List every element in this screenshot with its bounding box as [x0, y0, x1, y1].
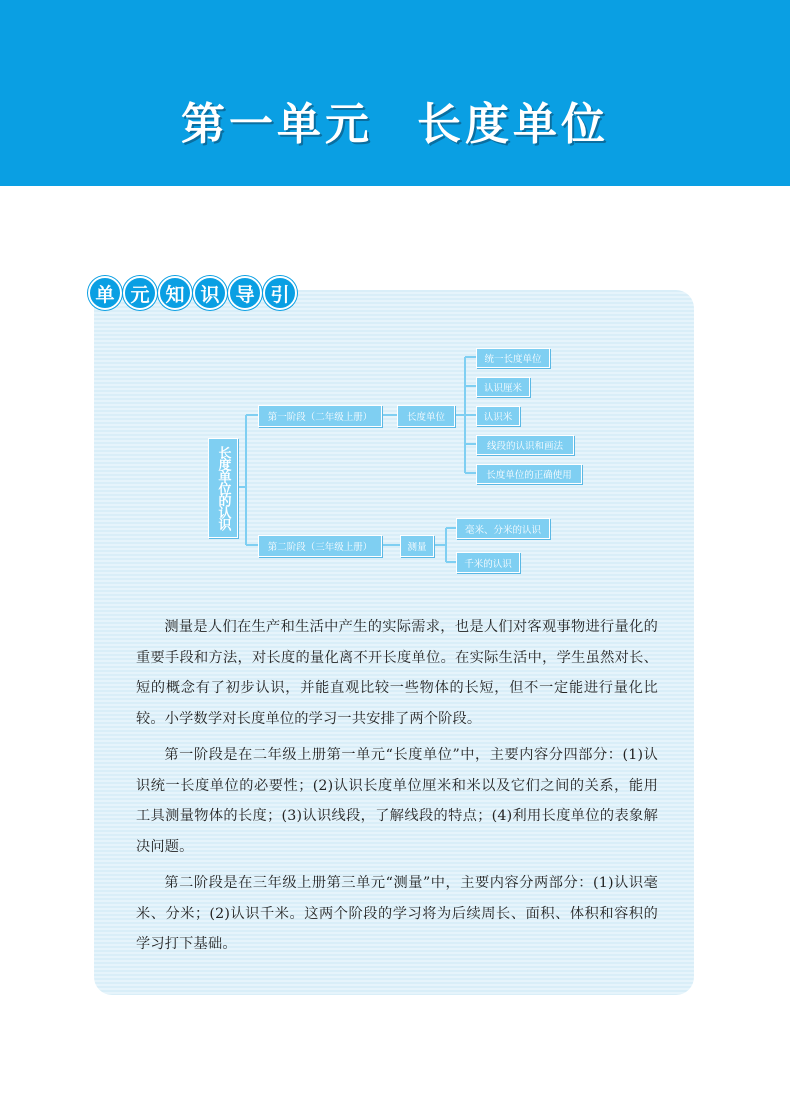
- title-unit: 第一单元: [181, 99, 373, 150]
- section-tag: [88, 276, 297, 310]
- stage1-item-node: 长度单位的正确使用: [476, 464, 582, 484]
- stage2-node: 第二阶段（三年级上册）: [258, 535, 382, 557]
- section-tag-char: 识: [193, 276, 227, 310]
- paragraph: 第一阶段是在二年级上册第一单元“长度单位”中，主要内容分四部分：(1)认识统一长度单位的必要性；(2)认识长度单位厘米和米以及它们之间的关系，能用工具测量物体的长度；(3)认识线段，了解线段的特点；(4)利用长度单位的表象解决问题。: [136, 747, 658, 855]
- page-title: [0, 88, 790, 152]
- section-tag-char: 导: [228, 276, 262, 310]
- stage1-item-node: 线段的认识和画法: [476, 435, 574, 455]
- stage1-topic-node: 长度单位: [397, 405, 455, 427]
- section-tag-char: 知: [158, 276, 192, 310]
- diagram-root-node: 长度单位的认识: [208, 438, 238, 538]
- stage2-item-node: 千米的认识: [456, 552, 520, 573]
- stage1-item-node: 统一长度单位: [476, 348, 550, 368]
- paragraph: 测量是人们在生产和生活中产生的实际需求，也是人们对客观事物进行量化的重要手段和方法，对长度的量化离不开长度单位。在实际生活中，学生虽然对长、短的概念有了初步认识，并能直观比较一些物体的长短，但不一定能进行量化比较。小学数学对长度单位的学习一共安排了两个阶段。: [136, 619, 658, 727]
- section-tag-char: 元: [123, 276, 157, 310]
- section-tag-char: 单: [88, 276, 122, 310]
- stage1-item-node: 认识米: [476, 406, 520, 426]
- stage1-item-node: 认识厘米: [476, 377, 530, 397]
- stage2-item-node: 毫米、分米的认识: [456, 518, 550, 539]
- title-topic: 长度单位: [417, 99, 609, 150]
- stage1-node: 第一阶段（二年级上册）: [258, 405, 382, 427]
- body-text: [136, 612, 658, 960]
- section-tag-char: 引: [263, 276, 297, 310]
- paragraph: 第二阶段是在三年级上册第三单元“测量”中，主要内容分两部分：(1)认识毫米、分米；(2)认识千米。这两个阶段的学习将为后续周长、面积、体积和容积的学习打下基础。: [136, 875, 658, 952]
- stage2-topic-node: 测量: [400, 535, 434, 557]
